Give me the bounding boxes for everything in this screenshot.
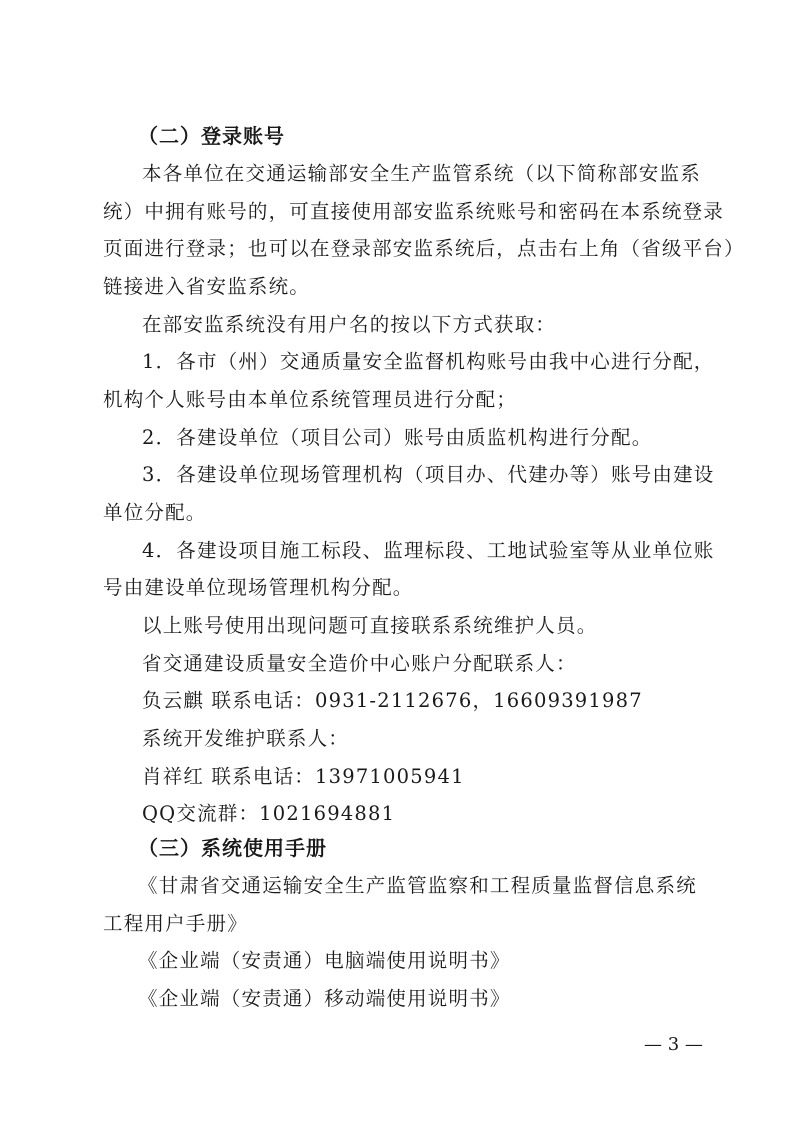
- paragraph-line: 号由建设单位现场管理机构分配。: [103, 576, 414, 599]
- paragraph-line: 以上账号使用出现问题可直接联系系统维护人员。: [142, 614, 598, 637]
- paragraph-line: 本各单位在交通运输部安全生产监管系统（以下简称部安监系: [142, 162, 701, 185]
- manual-title-line: 《甘肃省交通运输安全生产监管监察和工程质量监督信息系统: [138, 874, 697, 897]
- contact-line: 负云麒 联系电话：0931-2112676，16609391987: [142, 689, 643, 712]
- paragraph-line: 链接进入省安监系统。: [103, 275, 311, 298]
- list-item-2: 2．各建设单位（项目公司）账号由质监机构进行分配。: [142, 426, 653, 449]
- page-number: — 3 —: [644, 1034, 703, 1055]
- paragraph-line: 省交通建设质量安全造价中心账户分配联系人：: [142, 652, 577, 675]
- manual-title-line: 《企业端（安责通）移动端使用说明书》: [138, 987, 511, 1010]
- paragraph-line: 页面进行登录；也可以在登录部安监系统后，点击右上角（省级平台）: [103, 237, 745, 260]
- paragraph-line: 统）中拥有账号的，可直接使用部安监系统账号和密码在本系统登录: [103, 200, 725, 223]
- paragraph-line: 系统开发维护联系人：: [142, 727, 350, 750]
- list-item-3: 3．各建设单位现场管理机构（项目办、代建办等）账号由建设: [142, 463, 715, 486]
- qq-group-line: QQ交流群：1021694881: [142, 802, 396, 825]
- list-item-4: 4．各建设项目施工标段、监理标段、工地试验室等从业单位账: [142, 539, 715, 562]
- manual-title-line: 《企业端（安责通）电脑端使用说明书》: [138, 949, 511, 972]
- paragraph-line: 机构个人账号由本单位系统管理员进行分配；: [103, 388, 518, 411]
- contact-line: 肖祥红 联系电话：13971005941: [142, 765, 465, 788]
- paragraph-line: 单位分配。: [103, 501, 207, 524]
- section-heading-user-manuals: （三）系统使用手册: [138, 836, 327, 860]
- section-heading-login-account: （二）登录账号: [138, 124, 285, 148]
- paragraph-line: 在部安监系统没有用户名的按以下方式获取：: [142, 313, 557, 336]
- list-item-1: 1．各市（州）交通质量安全监督机构账号由我中心进行分配，: [142, 350, 715, 373]
- manual-title-line: 工程用户手册》: [103, 912, 248, 935]
